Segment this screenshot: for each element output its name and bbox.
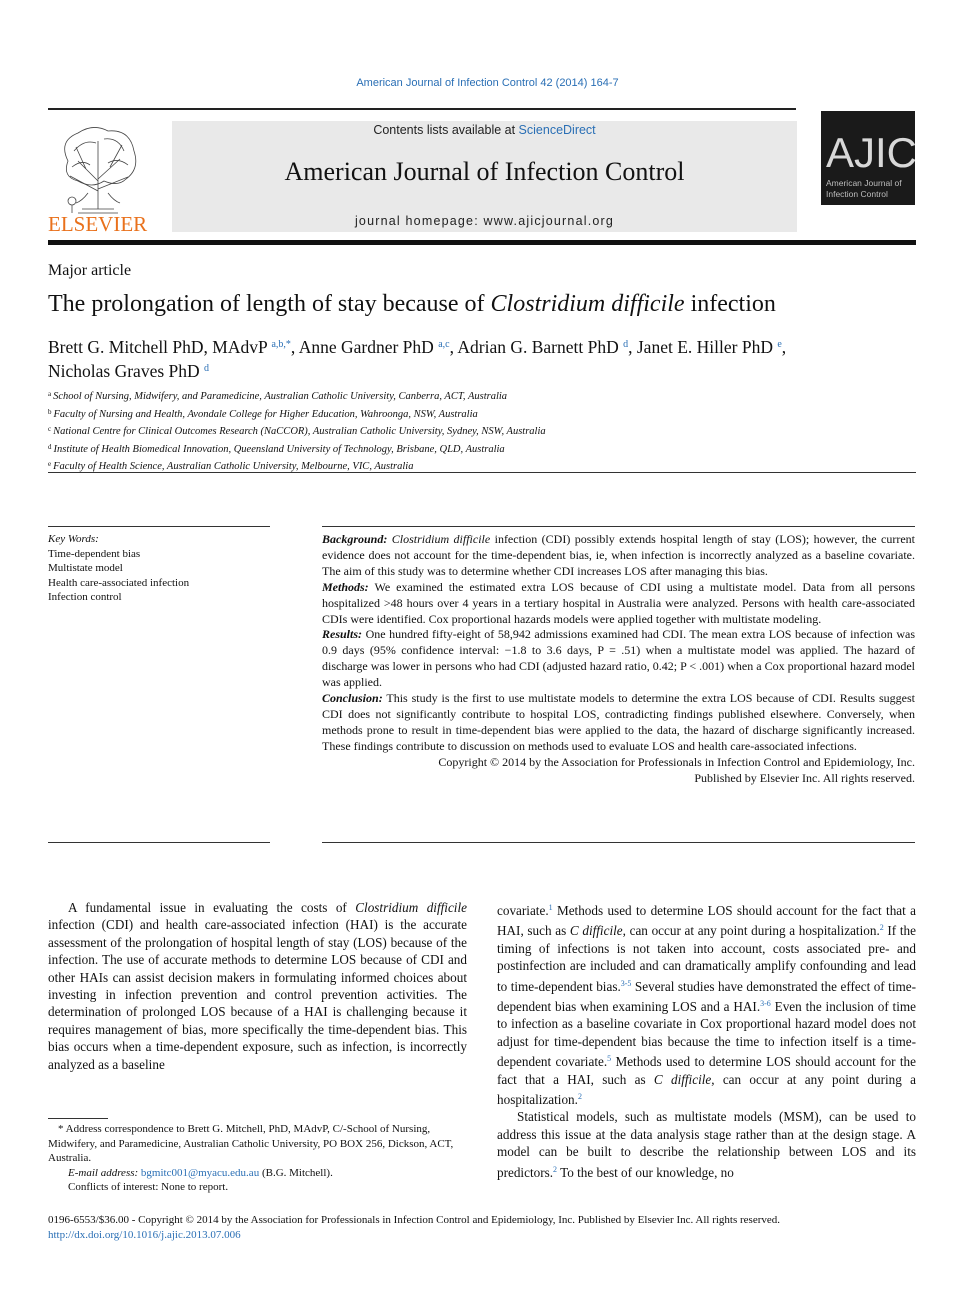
author[interactable]: Janet E. Hiller PhD $^e$ bbox=[636, 337, 782, 357]
abstract-publisher: Published by Elsevier Inc. All rights reserved. bbox=[694, 770, 915, 785]
affiliation-rule bbox=[48, 472, 916, 473]
abstract-top-rule bbox=[322, 526, 915, 527]
abstract-background: Background: Clostridium difficile infection (CDI) possibly extends hospital length of stay (LOS); however, the current evidence does not account for the time-dependent bias, ie, when infection is incorrectly analyzed as a baseline covariate. The aim of this study was to determine whether CDI increases LOS after managing this bias. bbox=[322, 532, 915, 578]
footnotes bbox=[48, 1122, 467, 1195]
author[interactable]: Adrian G. Barnett PhD $^d$ bbox=[457, 337, 629, 357]
keywords bbox=[48, 532, 270, 605]
email-link[interactable]: bgmitc001@myacu.edu.au bbox=[140, 1166, 260, 1179]
svg-text:ELSEVIER: ELSEVIER bbox=[48, 212, 148, 233]
reference-link[interactable]: 3-5 bbox=[620, 978, 632, 988]
abstract bbox=[322, 532, 915, 787]
abstract-methods: Methods: We examined the estimated extra LOS because of CDI using a multistate model. Data from all persons hospitalized >48 hours over 4 years in a tertiary hospital in Australia were analyzed. Persons with health care-associated CDIs were identified. Cox proportional hazards models were applied together with multistate modeling. bbox=[322, 579, 915, 626]
body-right-column bbox=[497, 899, 916, 1181]
keyword: Infection control bbox=[48, 591, 122, 603]
affiliation: $^a$ School of Nursing, Midwifery, and Paramedicine, Australian Catholic University, Canberra, ACT, Australia bbox=[48, 390, 508, 402]
reference-link[interactable]: 2 bbox=[577, 1092, 582, 1102]
abstract-results: Results: One hundred fifty-eight of 58,942 admissions examined had CDI. The mean extra LOS because of infection was 0.9 days (95% confidence interval: −1.8 to 3.6 days, P = .51) when a multistate model was applied. The hazard of discharge was lower in persons who had CDI (adjusted hazard ratio, 0.42; P < .001) when a Cox proportional hazard model was applied. bbox=[322, 627, 915, 690]
header-rule bbox=[48, 108, 796, 110]
footnote-rule bbox=[48, 1118, 108, 1119]
email-note: E-mail address: bgmitc001@myacu.edu.au (B.G. Mitchell). bbox=[68, 1166, 333, 1179]
keywords-top-rule bbox=[48, 526, 270, 527]
article-type: Major article bbox=[48, 262, 132, 279]
abstract-conclusion: Conclusion: This study is the first to use multistate models to determine the extra LOS because of CDI. Results suggest CDI does not significantly contribute to hospital LOS, contradicting findings published elsewhere. Conversely, when methods prone to result in time-dependent bias were applied to the data, the hazard of discharge significantly increased. These findings contribute to discussion on methods used to evaluate LOS and health care-associated infections. bbox=[322, 691, 915, 753]
author[interactable]: Brett G. Mitchell PhD, MAdvP $^{a,b,*}$ bbox=[48, 337, 291, 357]
ajic-logo-sub2: Infection Control bbox=[826, 189, 888, 199]
doi-link[interactable]: http://dx.doi.org/10.1016/j.ajic.2013.07.006 bbox=[48, 1228, 241, 1241]
body-left-column bbox=[48, 899, 467, 1073]
affiliation: $^d$ Institute of Health Biomedical Innovation, Queensland University of Technology, Brisbane, QLD, Australia bbox=[48, 442, 505, 455]
sciencedirect-link[interactable]: ScienceDirect bbox=[518, 123, 596, 137]
author[interactable]: Anne Gardner PhD $^{a,c}$ bbox=[298, 337, 450, 357]
ajic-logo[interactable] bbox=[821, 111, 915, 205]
reference-link[interactable]: 1 bbox=[548, 903, 553, 912]
article-title: The prolongation of length of stay because of Clostridium difficile infection bbox=[48, 291, 776, 317]
reference-link[interactable]: 3-6 bbox=[760, 999, 771, 1009]
affiliation: $^b$ Faculty of Nursing and Health, Avondale College for Higher Education, Wahroonga, NSW, Australia bbox=[48, 407, 478, 420]
ajic-logo-text: AJIC bbox=[826, 129, 915, 176]
keywords-bottom-rule bbox=[48, 842, 270, 843]
issn-copyright: 0196-6553/$36.00 - Copyright © 2014 by the Association for Professionals in Infection Control and Epidemiology, Inc. Published by Elsevier Inc. All rights reserved. bbox=[48, 1214, 781, 1226]
reference-link[interactable]: 2 bbox=[879, 923, 884, 933]
author[interactable]: Nicholas Graves PhD $^d$ bbox=[48, 361, 210, 381]
journal-homepage[interactable]: journal homepage: www.ajicjournal.org bbox=[354, 214, 615, 228]
body-paragraph: A fundamental issue in evaluating the costs of Clostridium difficile infection (CDI) and health care-associated infection (HAI) is the accurate assessment of the prolongation of hospital length of stay (LOS) because of the infection. The use of accurate methods to determine LOS because of CDI and other HAIs can assist decision makers in formulating informed choices about investing in infection prevention and control prevention activities. The determination of prolonged LOS because of a HAI is challenging because it requires management of bias, more specifically the time-dependent bias. This bias occurs when a time-dependent exposure, such as infection, is incorrectly analyzed as a baseline bbox=[48, 900, 467, 1072]
header-thick-rule bbox=[48, 240, 916, 245]
correspondence-note: * Address correspondence to Brett G. Mitchell, PhD, MAdvP, C/-School of Nursing, Midwifery, and Paramedicine, Australian Catholic University, PO BOX 256, Dickson, ACT, Australia. bbox=[48, 1123, 454, 1164]
keyword: Multistate model bbox=[48, 562, 123, 574]
affiliation: $^c$ National Centre for Clinical Outcomes Research (NaCCOR), Australian Catholic University, Sydney, NSW, Australia bbox=[48, 425, 546, 437]
page-footer bbox=[48, 1213, 918, 1242]
affiliation: $^e$ Faculty of Health Science, Australian Catholic University, Melbourne, VIC, Australia bbox=[48, 460, 414, 472]
contents-prefix: Contents lists available at bbox=[373, 123, 519, 137]
contents-line bbox=[172, 123, 797, 137]
keyword: Time-dependent bias bbox=[48, 547, 141, 560]
reference-link[interactable]: 5 bbox=[607, 1054, 612, 1064]
reference-link[interactable]: 2 bbox=[553, 1164, 558, 1174]
journal-citation[interactable]: American Journal of Infection Control 42 (2014) 164-7 bbox=[356, 77, 619, 89]
elsevier-logo[interactable] bbox=[48, 121, 148, 233]
tree-icon bbox=[48, 121, 148, 233]
body-paragraph: covariate.$^1$ Methods used to determine LOS should account for the fact that a HAI, such as C difficile, can occur at any point during a hospitalization.$^2$ If the timing of infections is not taken into account, costs associated pre- and postinfection are included and can dramatically amplify confounding and lead to time-dependent bias.$^{3-5}$ Several studies have demonstrated the effect of time-dependent bias when examining LOS and a HAI.$^{3-6}$ Even the inclusion of time to infection as a baseline covariate in Cox proportional hazard model does not adjust for time-dependent bias because the time to infection itself is a time-dependent covariate.$^5$ Methods used to determine LOS should account for the fact that a HAI, such as C difficile, can occur at any point during a hospitalization.$^2$ bbox=[497, 903, 916, 1108]
affiliations bbox=[48, 387, 918, 475]
conflicts-note: Conflicts of interest: None to report. bbox=[68, 1181, 229, 1193]
keyword: Health care-associated infection bbox=[48, 576, 190, 589]
ajic-logo-sub1: American Journal of bbox=[826, 178, 902, 188]
abstract-copyright: Copyright © 2014 by the Association for Professionals in Infection Control and Epidemiology, Inc. bbox=[438, 754, 915, 769]
body-paragraph: Statistical models, such as multistate models (MSM), can be used to address this issue at the data analysis stage rather than at the design stage. A model can be built to describe the relationship between LOS and its predictors.$^2$ To the best of our knowledge, no bbox=[497, 1109, 916, 1180]
abstract-bottom-rule bbox=[322, 842, 915, 843]
author-list: Brett G. Mitchell PhD, MAdvP $^{a,b,*}$, Anne Gardner PhD $^{a,c}$, Adrian G. Barnett PhD $^d$, Janet E. Hiller PhD $^e$, Nicholas Graves PhD $^d$ bbox=[48, 337, 787, 381]
keywords-label: Key Words: bbox=[48, 533, 99, 545]
journal-title: American Journal of Infection Control bbox=[284, 157, 685, 186]
